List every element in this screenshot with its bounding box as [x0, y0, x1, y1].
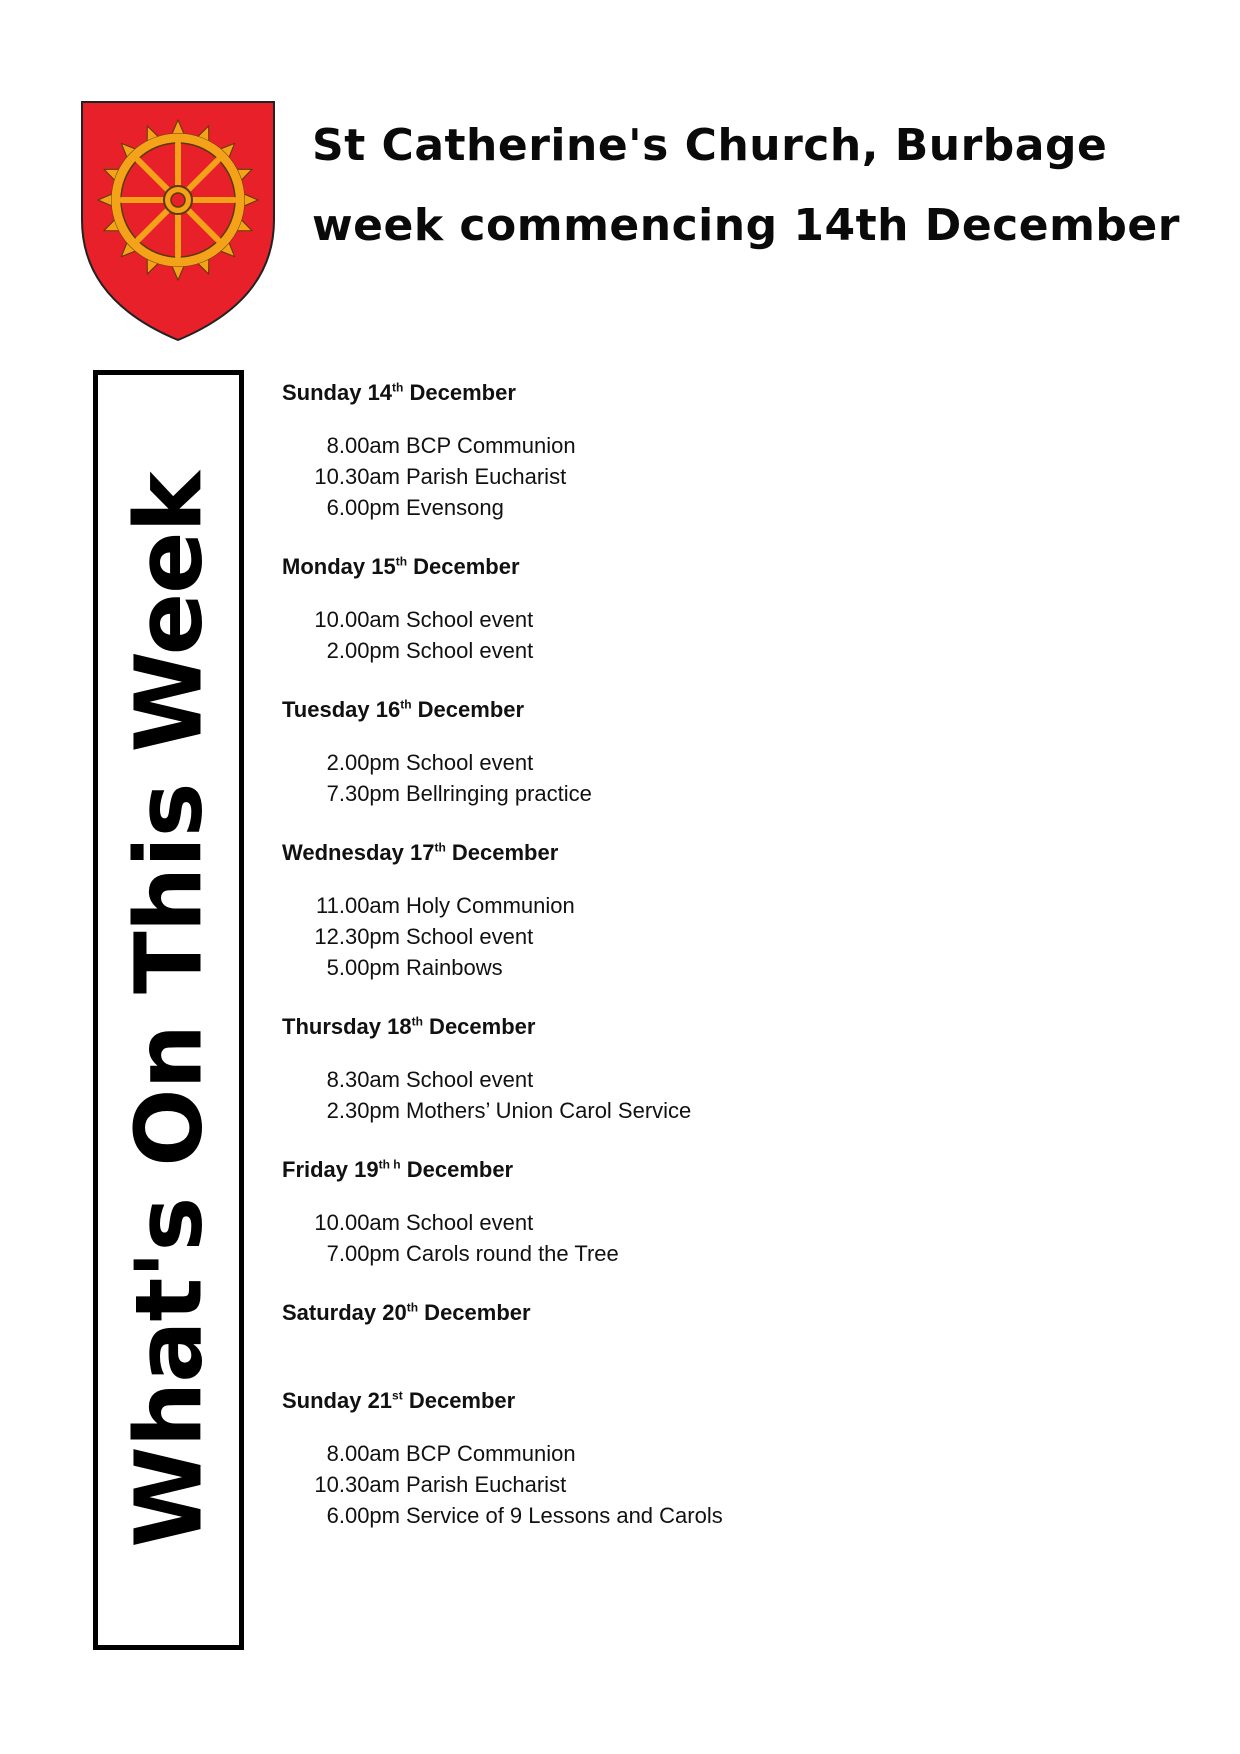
- day-heading-month: December: [407, 554, 520, 579]
- event-title: BCP Communion: [406, 1441, 576, 1466]
- day-heading-date: Friday 19: [282, 1157, 379, 1182]
- day-heading-suffix: th: [400, 697, 412, 712]
- day-heading: [282, 1012, 1182, 1042]
- day-heading-suffix: th: [392, 380, 404, 395]
- day-heading: [282, 695, 1182, 725]
- event-time: 8.00am: [326, 1441, 400, 1466]
- event-time: 7.30pm: [326, 781, 400, 806]
- day-heading: [282, 1155, 1182, 1185]
- whats-on-banner: [93, 370, 244, 1650]
- whats-on-label: What's On This Week: [115, 472, 222, 1548]
- event-title: Mothers’ Union Carol Service: [406, 1098, 692, 1123]
- day-heading-date: Saturday 20: [282, 1300, 407, 1325]
- day-section: [282, 378, 1182, 523]
- event-item: [282, 1500, 1182, 1531]
- event-time: 10.30am: [314, 1472, 400, 1497]
- event-title: School event: [406, 750, 534, 775]
- event-time: 12.30pm: [314, 924, 400, 949]
- day-section: [282, 1298, 1182, 1328]
- event-item: [282, 921, 1182, 952]
- event-title: Parish Eucharist: [406, 1472, 567, 1497]
- event-time: 5.00pm: [326, 955, 400, 980]
- event-item: [282, 1438, 1182, 1469]
- event-item: [282, 1238, 1182, 1269]
- day-heading-date: Thursday 18: [282, 1014, 412, 1039]
- day-heading-date: Wednesday 17: [282, 840, 435, 865]
- event-item: [282, 778, 1182, 809]
- day-heading: [282, 378, 1182, 408]
- day-heading-month: December: [445, 840, 559, 865]
- day-heading-suffix: th: [395, 554, 408, 569]
- event-title: Parish Eucharist: [406, 464, 567, 489]
- event-time: 2.30pm: [326, 1098, 400, 1123]
- event-title: BCP Communion: [406, 433, 576, 458]
- day-heading-suffix: th: [411, 1014, 423, 1029]
- event-time: 7.00pm: [326, 1241, 400, 1266]
- day-heading: [282, 838, 1182, 868]
- event-title: School event: [406, 924, 534, 949]
- day-section: [282, 1155, 1182, 1269]
- page-title: St Catherine's Church, Burbage: [312, 120, 1108, 171]
- event-time: 2.00pm: [326, 638, 400, 663]
- event-title: Rainbows: [406, 955, 503, 980]
- day-heading-suffix: th: [434, 840, 446, 855]
- day-section: [282, 1012, 1182, 1126]
- day-section: [282, 552, 1182, 666]
- event-item: [282, 890, 1182, 921]
- day-heading-month: December: [422, 1014, 536, 1039]
- event-time: 10.30am: [314, 464, 400, 489]
- event-item: [282, 1064, 1182, 1095]
- day-heading-month: December: [403, 380, 516, 405]
- day-heading-suffix: th: [406, 1300, 419, 1315]
- event-time: 10.00am: [314, 1210, 400, 1235]
- church-crest-logo: [80, 100, 276, 342]
- day-heading-date: Monday 15: [282, 554, 396, 579]
- day-section: [282, 695, 1182, 809]
- event-time: 6.00pm: [326, 495, 400, 520]
- day-section: [282, 1386, 1182, 1531]
- page-subtitle: week commencing 14th December: [312, 200, 1180, 251]
- event-item: [282, 1469, 1182, 1500]
- event-item: [282, 635, 1182, 666]
- event-item: [282, 430, 1182, 461]
- day-heading-month: December: [411, 697, 525, 722]
- event-item: [282, 461, 1182, 492]
- event-item: [282, 1207, 1182, 1238]
- event-title: Carols round the Tree: [406, 1241, 619, 1266]
- event-item: [282, 747, 1182, 778]
- event-title: School event: [406, 1067, 534, 1092]
- day-heading: [282, 1386, 1182, 1416]
- day-heading-month: December: [402, 1388, 516, 1413]
- event-time: 6.00pm: [326, 1503, 400, 1528]
- event-time: 2.00pm: [326, 750, 400, 775]
- event-title: Holy Communion: [406, 893, 575, 918]
- event-item: [282, 492, 1182, 523]
- event-time: 8.00am: [326, 433, 400, 458]
- event-time: 8.30am: [326, 1067, 400, 1092]
- day-heading-date: Sunday 14: [282, 380, 393, 405]
- day-heading: [282, 1298, 1182, 1328]
- event-item: [282, 604, 1182, 635]
- event-title: School event: [406, 1210, 534, 1235]
- event-title: Bellringing practice: [406, 781, 592, 806]
- day-heading-month: December: [418, 1300, 531, 1325]
- day-section: [282, 838, 1182, 983]
- day-heading: [282, 552, 1182, 582]
- day-heading-date: Tuesday 16: [282, 697, 401, 722]
- event-title: School event: [406, 607, 534, 632]
- day-heading-suffix: st: [392, 1388, 403, 1403]
- event-item: [282, 952, 1182, 983]
- event-title: Service of 9 Lessons and Carols: [406, 1503, 723, 1528]
- weekly-schedule: [282, 378, 1182, 1560]
- day-heading-month: December: [400, 1157, 514, 1182]
- event-title: Evensong: [406, 495, 504, 520]
- day-heading-suffix: th h: [378, 1157, 401, 1172]
- event-title: School event: [406, 638, 534, 663]
- event-item: [282, 1095, 1182, 1126]
- day-heading-date: Sunday 21: [282, 1388, 393, 1413]
- event-time: 10.00am: [314, 607, 400, 632]
- event-time: 11.00am: [316, 893, 400, 918]
